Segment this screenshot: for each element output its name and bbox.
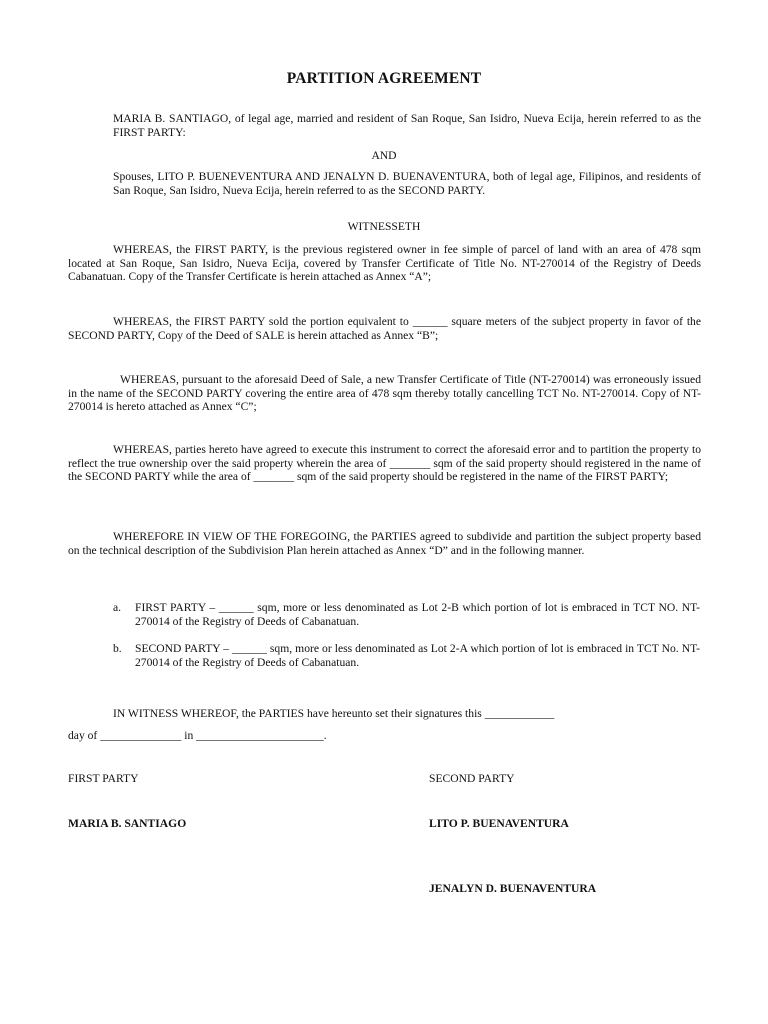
second-party-signatory-1: LITO P. BUENAVENTURA xyxy=(429,817,569,830)
second-party-intro: Spouses, LITO P. BUENEVENTURA AND JENALYN D. BUENAVENTURA, both of legal age, Filipinos, and residents of San Roque, San Isidro, Nueva Ecija, herein referred to as the SECOND PARTY. xyxy=(113,170,701,197)
in-witness-line-2: day of ______________ in ______________________. xyxy=(68,729,327,742)
witnesseth-heading: WITNESSETH xyxy=(347,220,421,233)
list-item-marker: a. xyxy=(113,601,122,614)
first-party-intro: MARIA B. SANTIAGO, of legal age, married and resident of San Roque, San Isidro, Nueva Ecija, herein referred to as the FIRST PARTY: xyxy=(113,112,701,139)
list-item-text: SECOND PARTY – ______ sqm, more or less denominated as Lot 2-A which portion of lot is embraced in TCT No. NT-270014 of the Registry of Deeds of Cabanatuan. xyxy=(135,642,700,669)
first-party-signatory: MARIA B. SANTIAGO xyxy=(68,817,187,830)
in-witness-line-1: IN WITNESS WHEREOF, the PARTIES have hereunto set their signatures this ____________ xyxy=(113,707,555,720)
list-item xyxy=(113,601,703,631)
list-item xyxy=(113,642,703,672)
whereas-clause-1: WHEREAS, the FIRST PARTY, is the previous registered owner in fee simple of parcel of land with an area of 478 sqm located at San Roque, San Isidro, Nueva Ecija, covered by Transfer Certificate of Title No. NT-270014 of the Registry of Deeds Cabanatuan. Copy of the Transfer Certificate is herein attached as Annex “A”; xyxy=(68,243,701,284)
second-party-label: SECOND PARTY xyxy=(429,772,515,785)
whereas-clause-4: WHEREAS, parties hereto have agreed to execute this instrument to correct the aforesaid error and to partition the property to reflect the true ownership over the said property wherein the area of _______ sqm of the said property should registered in the name of the SECOND PARTY while the area of _______ sqm of the said property should be registered in the name of the FIRST PARTY; xyxy=(68,443,701,484)
list-item-text: FIRST PARTY – ______ sqm, more or less denominated as Lot 2-B which portion of lot is embraced in TCT NO. NT-270014 of the Registry of Deeds of Cabanatuan. xyxy=(135,601,700,628)
whereas-clause-2: WHEREAS, the FIRST PARTY sold the portion equivalent to ______ square meters of the subject property in favor of the SECOND PARTY, Copy of the Deed of SALE is herein attached as Annex “B”; xyxy=(68,315,701,342)
first-party-label: FIRST PARTY xyxy=(68,772,139,785)
document-title: PARTITION AGREEMENT xyxy=(286,70,482,87)
whereas-clause-3: WHEREAS, pursuant to the aforesaid Deed of Sale, a new Transfer Certificate of Title (NT-270014) was erroneously issued in the name of the SECOND PARTY covering the entire area of 478 sqm thereby totally cancelling TCT No. NT-270014. Copy of NT-270014 is hereto attached as Annex “C”; xyxy=(68,373,701,414)
wherefore-clause: WHEREFORE IN VIEW OF THE FOREGOING, the PARTIES agreed to subdivide and partition the subject property based on the technical description of the Subdivision Plan herein attached as Annex “D” and in the following manner. xyxy=(68,530,701,557)
and-label: AND xyxy=(371,149,397,162)
list-item-marker: b. xyxy=(113,642,122,655)
second-party-signatory-2: JENALYN D. BUENAVENTURA xyxy=(429,882,597,895)
